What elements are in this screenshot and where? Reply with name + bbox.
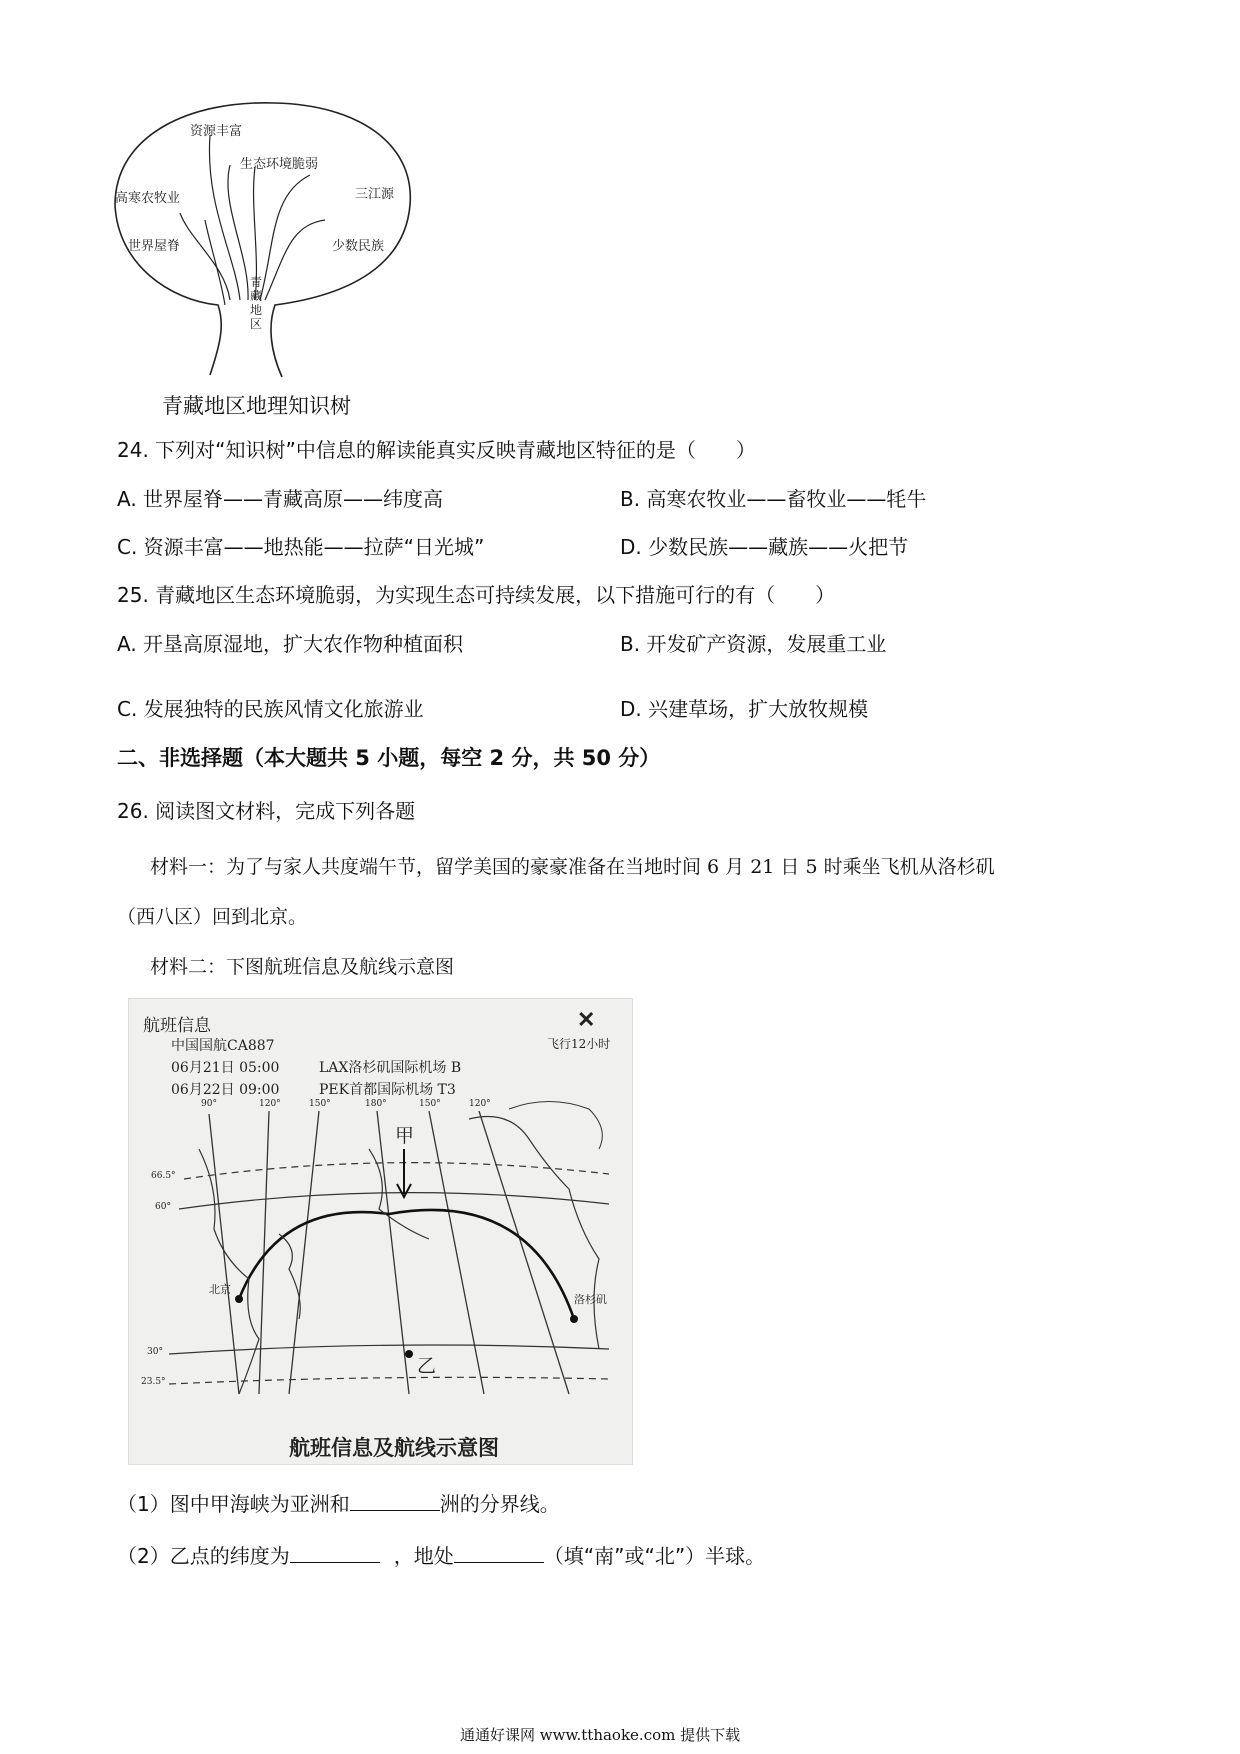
material-1-line-1: 材料一：为了与家人共度端午节，留学美国的豪豪准备在当地时间 6 月 21 日 5 时乘坐飞机从洛杉矶	[150, 856, 995, 878]
q26-sub-1-blank[interactable]	[350, 1492, 440, 1511]
tree-branch-2: 生态环境脆弱	[240, 157, 319, 172]
label-jia: 甲	[395, 1125, 415, 1147]
tree-trunk-label: 青藏地区	[250, 275, 263, 331]
q26-sub-1	[117, 1488, 560, 1517]
q26-sub-2-suffix: （填“南”或“北”）半球。	[543, 1544, 766, 1568]
q26-sub-2-prefix: （2）乙点的纬度为	[117, 1544, 290, 1568]
label-yi: 乙	[417, 1355, 437, 1377]
q25-option-a: A. 开垦高原湿地，扩大农作物种植面积	[117, 632, 464, 656]
longitude-label-1: 90°	[201, 1099, 217, 1109]
q26-sub-2-blank-1[interactable]	[290, 1544, 380, 1563]
q24-option-a: A. 世界屋脊——青藏高原——纬度高	[117, 487, 444, 511]
q26-sub-2-blank-2[interactable]	[454, 1544, 544, 1563]
q26-sub-1-suffix: 洲的分界线。	[439, 1492, 560, 1516]
tree-branch-1: 资源丰富	[190, 124, 243, 139]
label-los-angeles: 洛杉矶	[574, 1293, 607, 1306]
tree-caption: 青藏地区地理知识树	[162, 394, 351, 418]
flight-route-figure	[128, 998, 633, 1465]
flight-info-header: 航班信息	[143, 1016, 211, 1036]
q25-option-c: C. 发展独特的民族风情文化旅游业	[117, 697, 424, 721]
tree-branch-4: 三江源	[355, 187, 395, 202]
tree-branch-3: 高寒农牧业	[115, 191, 181, 206]
close-icon: ✕	[577, 1007, 596, 1033]
section-2-heading: 二、非选择题（本大题共 5 小题，每空 2 分，共 50 分）	[117, 746, 661, 770]
tree-branch-6: 少数民族	[332, 239, 385, 254]
material-1-line-2: （西八区）回到北京。	[117, 906, 308, 928]
longitude-label-6: 120°	[469, 1099, 491, 1109]
material-2: 材料二：下图航班信息及航线示意图	[150, 956, 455, 978]
latitude-label-23: 23.5°	[141, 1377, 166, 1387]
departure-airport: LAX洛杉矶国际机场 B	[319, 1060, 462, 1076]
longitude-label-5: 150°	[419, 1099, 441, 1109]
arrival-airport: PEK首都国际机场 T3	[319, 1082, 456, 1098]
q24-option-c: C. 资源丰富——地热能——拉萨“日光城”	[117, 535, 485, 559]
arrival-time: 06月22日 09:00	[171, 1082, 280, 1098]
figure-caption: 航班信息及航线示意图	[289, 1435, 499, 1460]
longitude-label-4: 180°	[365, 1099, 387, 1109]
q26-sub-1-prefix: （1）图中甲海峡为亚洲和	[117, 1492, 350, 1516]
q26-sub-2	[117, 1540, 765, 1569]
q24-option-d: D. 少数民族——藏族——火把节	[620, 535, 909, 559]
question-25: 25. 青藏地区生态环境脆弱，为实现生态可持续发展，以下措施可行的有（ ）	[117, 583, 836, 607]
latitude-label-30: 30°	[147, 1347, 163, 1357]
flight-duration: 飞行12小时	[547, 1037, 611, 1051]
q26-sub-2-mid: ，地处	[393, 1544, 454, 1568]
q25-option-d: D. 兴建草场，扩大放牧规模	[620, 697, 869, 721]
label-beijing: 北京	[209, 1283, 231, 1296]
question-24: 24. 下列对“知识树”中信息的解读能真实反映青藏地区特征的是（ ）	[117, 438, 756, 462]
longitude-label-3: 150°	[309, 1099, 331, 1109]
knowledge-tree-figure	[110, 95, 430, 395]
longitude-label-2: 120°	[259, 1099, 281, 1109]
page-footer: 通通好课网 www.tthaoke.com 提供下载	[460, 1726, 741, 1744]
departure-time: 06月21日 05:00	[171, 1060, 280, 1076]
tree-branch-5: 世界屋脊	[128, 239, 181, 254]
q25-option-b: B. 开发矿产资源，发展重工业	[620, 632, 887, 656]
question-26: 26. 阅读图文材料，完成下列各题	[117, 799, 416, 823]
airline-label: 中国国航CA887	[171, 1038, 275, 1054]
q24-option-b: B. 高寒农牧业——畜牧业——牦牛	[620, 487, 927, 511]
latitude-label-60: 60°	[155, 1202, 171, 1212]
latitude-label-66: 66.5°	[151, 1171, 176, 1181]
